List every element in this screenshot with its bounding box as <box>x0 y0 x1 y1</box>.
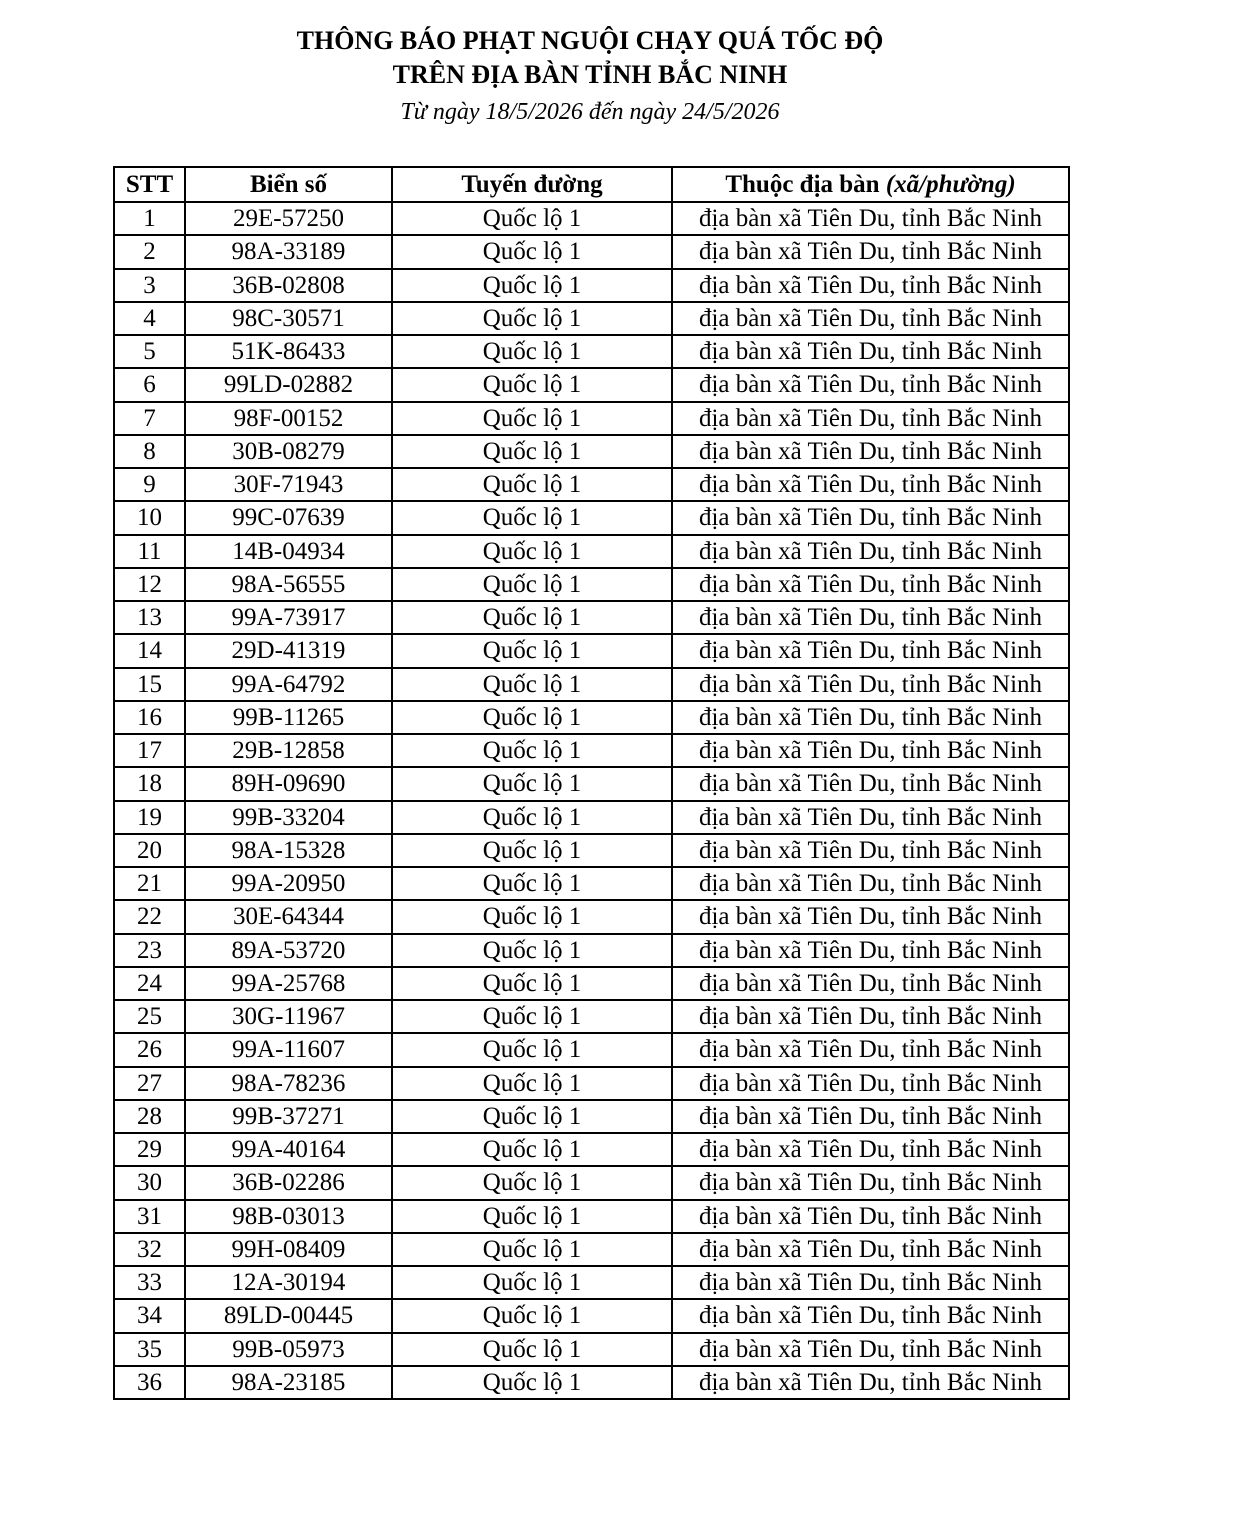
cell-route: Quốc lộ 1 <box>392 568 672 601</box>
cell-stt: 8 <box>114 435 185 468</box>
cell-plate: 98A-15328 <box>185 834 392 867</box>
cell-plate: 12A-30194 <box>185 1266 392 1299</box>
table-row <box>114 734 1069 767</box>
cell-stt: 15 <box>114 668 185 701</box>
cell-route: Quốc lộ 1 <box>392 202 672 235</box>
cell-plate: 99B-05973 <box>185 1333 392 1366</box>
cell-area: địa bàn xã Tiên Du, tỉnh Bắc Ninh <box>672 302 1069 335</box>
cell-stt: 12 <box>114 568 185 601</box>
cell-route: Quốc lộ 1 <box>392 1200 672 1233</box>
cell-stt: 9 <box>114 468 185 501</box>
cell-route: Quốc lộ 1 <box>392 668 672 701</box>
table-row <box>114 1233 1069 1266</box>
cell-area: địa bàn xã Tiên Du, tỉnh Bắc Ninh <box>672 1200 1069 1233</box>
cell-area: địa bàn xã Tiên Du, tỉnh Bắc Ninh <box>672 435 1069 468</box>
cell-stt: 11 <box>114 535 185 568</box>
cell-route: Quốc lộ 1 <box>392 235 672 268</box>
cell-route: Quốc lộ 1 <box>392 734 672 767</box>
table-row <box>114 701 1069 734</box>
cell-plate: 99A-20950 <box>185 867 392 900</box>
table-row <box>114 767 1069 800</box>
cell-plate: 98A-56555 <box>185 568 392 601</box>
table-row <box>114 1200 1069 1233</box>
cell-stt: 2 <box>114 235 185 268</box>
document-header <box>0 24 1180 130</box>
cell-plate: 89H-09690 <box>185 767 392 800</box>
cell-route: Quốc lộ 1 <box>392 1299 672 1332</box>
table-row <box>114 568 1069 601</box>
title-line-1: THÔNG BÁO PHẠT NGUỘI CHẠY QUÁ TỐC ĐỘ <box>296 26 884 55</box>
cell-area: địa bàn xã Tiên Du, tỉnh Bắc Ninh <box>672 601 1069 634</box>
cell-stt: 5 <box>114 335 185 368</box>
cell-area: địa bàn xã Tiên Du, tỉnh Bắc Ninh <box>672 468 1069 501</box>
cell-area: địa bàn xã Tiên Du, tỉnh Bắc Ninh <box>672 734 1069 767</box>
cell-area: địa bàn xã Tiên Du, tỉnh Bắc Ninh <box>672 701 1069 734</box>
table-row <box>114 468 1069 501</box>
cell-plate: 30F-71943 <box>185 468 392 501</box>
table-header-row <box>114 167 1069 202</box>
cell-route: Quốc lộ 1 <box>392 1266 672 1299</box>
table-row <box>114 235 1069 268</box>
cell-plate: 29D-41319 <box>185 634 392 667</box>
cell-route: Quốc lộ 1 <box>392 1100 672 1133</box>
table-row <box>114 934 1069 967</box>
cell-route: Quốc lộ 1 <box>392 1333 672 1366</box>
cell-plate: 51K-86433 <box>185 335 392 368</box>
cell-route: Quốc lộ 1 <box>392 634 672 667</box>
cell-stt: 23 <box>114 934 185 967</box>
table-row <box>114 269 1069 302</box>
cell-plate: 36B-02286 <box>185 1166 392 1199</box>
cell-stt: 7 <box>114 402 185 435</box>
table-row <box>114 1067 1069 1100</box>
cell-area: địa bàn xã Tiên Du, tỉnh Bắc Ninh <box>672 1133 1069 1166</box>
cell-stt: 13 <box>114 601 185 634</box>
table-row <box>114 867 1069 900</box>
cell-stt: 21 <box>114 867 185 900</box>
cell-route: Quốc lộ 1 <box>392 468 672 501</box>
cell-plate: 98F-00152 <box>185 402 392 435</box>
cell-area: địa bàn xã Tiên Du, tỉnh Bắc Ninh <box>672 634 1069 667</box>
cell-area: địa bàn xã Tiên Du, tỉnh Bắc Ninh <box>672 801 1069 834</box>
cell-stt: 34 <box>114 1299 185 1332</box>
cell-stt: 3 <box>114 269 185 302</box>
table-row <box>114 1299 1069 1332</box>
table-row <box>114 435 1069 468</box>
cell-stt: 28 <box>114 1100 185 1133</box>
cell-area: địa bàn xã Tiên Du, tỉnh Bắc Ninh <box>672 867 1069 900</box>
cell-route: Quốc lộ 1 <box>392 1000 672 1033</box>
column-header-route: Tuyến đường <box>392 167 672 202</box>
cell-area: địa bàn xã Tiên Du, tỉnh Bắc Ninh <box>672 1067 1069 1100</box>
cell-route: Quốc lộ 1 <box>392 269 672 302</box>
cell-area: địa bàn xã Tiên Du, tỉnh Bắc Ninh <box>672 501 1069 534</box>
cell-stt: 33 <box>114 1266 185 1299</box>
table-body <box>114 202 1069 1399</box>
cell-route: Quốc lộ 1 <box>392 302 672 335</box>
column-header-plate: Biển số <box>185 167 392 202</box>
cell-plate: 99B-11265 <box>185 701 392 734</box>
column-header-stt: STT <box>114 167 185 202</box>
cell-stt: 10 <box>114 501 185 534</box>
cell-stt: 19 <box>114 801 185 834</box>
cell-route: Quốc lộ 1 <box>392 967 672 1000</box>
table-row <box>114 634 1069 667</box>
cell-area: địa bàn xã Tiên Du, tỉnh Bắc Ninh <box>672 834 1069 867</box>
cell-route: Quốc lộ 1 <box>392 934 672 967</box>
cell-stt: 20 <box>114 834 185 867</box>
cell-area: địa bàn xã Tiên Du, tỉnh Bắc Ninh <box>672 1033 1069 1066</box>
column-header-area-main: Thuộc địa bàn <box>725 171 886 198</box>
cell-plate: 14B-04934 <box>185 535 392 568</box>
table-row <box>114 1033 1069 1066</box>
cell-area: địa bàn xã Tiên Du, tỉnh Bắc Ninh <box>672 269 1069 302</box>
cell-area: địa bàn xã Tiên Du, tỉnh Bắc Ninh <box>672 767 1069 800</box>
cell-area: địa bàn xã Tiên Du, tỉnh Bắc Ninh <box>672 535 1069 568</box>
table-row <box>114 535 1069 568</box>
table-row <box>114 202 1069 235</box>
cell-plate: 29E-57250 <box>185 202 392 235</box>
cell-area: địa bàn xã Tiên Du, tỉnh Bắc Ninh <box>672 967 1069 1000</box>
table-row <box>114 1133 1069 1166</box>
cell-area: địa bàn xã Tiên Du, tỉnh Bắc Ninh <box>672 934 1069 967</box>
cell-plate: 30E-64344 <box>185 900 392 933</box>
cell-area: địa bàn xã Tiên Du, tỉnh Bắc Ninh <box>672 1266 1069 1299</box>
cell-area: địa bàn xã Tiên Du, tỉnh Bắc Ninh <box>672 1366 1069 1399</box>
cell-area: địa bàn xã Tiên Du, tỉnh Bắc Ninh <box>672 368 1069 401</box>
cell-route: Quốc lộ 1 <box>392 1133 672 1166</box>
cell-plate: 98A-23185 <box>185 1366 392 1399</box>
cell-route: Quốc lộ 1 <box>392 435 672 468</box>
cell-area: địa bàn xã Tiên Du, tỉnh Bắc Ninh <box>672 1166 1069 1199</box>
table-row <box>114 368 1069 401</box>
cell-stt: 25 <box>114 1000 185 1033</box>
cell-area: địa bàn xã Tiên Du, tỉnh Bắc Ninh <box>672 202 1069 235</box>
cell-area: địa bàn xã Tiên Du, tỉnh Bắc Ninh <box>672 1233 1069 1266</box>
cell-plate: 30G-11967 <box>185 1000 392 1033</box>
table-row <box>114 1166 1069 1199</box>
cell-stt: 32 <box>114 1233 185 1266</box>
cell-stt: 26 <box>114 1033 185 1066</box>
cell-stt: 27 <box>114 1067 185 1100</box>
cell-plate: 99LD-02882 <box>185 368 392 401</box>
table-row <box>114 601 1069 634</box>
cell-plate: 89LD-00445 <box>185 1299 392 1332</box>
table-row <box>114 501 1069 534</box>
cell-stt: 1 <box>114 202 185 235</box>
cell-plate: 89A-53720 <box>185 934 392 967</box>
cell-plate: 99H-08409 <box>185 1233 392 1266</box>
cell-route: Quốc lộ 1 <box>392 900 672 933</box>
cell-plate: 30B-08279 <box>185 435 392 468</box>
cell-stt: 24 <box>114 967 185 1000</box>
cell-plate: 99A-25768 <box>185 967 392 1000</box>
cell-plate: 98A-33189 <box>185 235 392 268</box>
cell-route: Quốc lộ 1 <box>392 368 672 401</box>
cell-stt: 30 <box>114 1166 185 1199</box>
cell-route: Quốc lộ 1 <box>392 701 672 734</box>
date-range-subtitle: Từ ngày 18/5/2026 đến ngày 24/5/2026 <box>400 99 780 125</box>
column-header-area <box>672 167 1069 202</box>
cell-stt: 22 <box>114 900 185 933</box>
cell-plate: 99B-33204 <box>185 801 392 834</box>
cell-route: Quốc lộ 1 <box>392 335 672 368</box>
cell-route: Quốc lộ 1 <box>392 867 672 900</box>
cell-area: địa bàn xã Tiên Du, tỉnh Bắc Ninh <box>672 1333 1069 1366</box>
table-row <box>114 1266 1069 1299</box>
cell-stt: 18 <box>114 767 185 800</box>
cell-route: Quốc lộ 1 <box>392 767 672 800</box>
table-row <box>114 1100 1069 1133</box>
cell-route: Quốc lộ 1 <box>392 1033 672 1066</box>
cell-plate: 36B-02808 <box>185 269 392 302</box>
cell-stt: 36 <box>114 1366 185 1399</box>
table-row <box>114 967 1069 1000</box>
cell-stt: 14 <box>114 634 185 667</box>
cell-area: địa bàn xã Tiên Du, tỉnh Bắc Ninh <box>672 1100 1069 1133</box>
table-row <box>114 302 1069 335</box>
cell-plate: 99A-64792 <box>185 668 392 701</box>
table-row <box>114 1000 1069 1033</box>
cell-plate: 99B-37271 <box>185 1100 392 1133</box>
table-row <box>114 1333 1069 1366</box>
cell-route: Quốc lộ 1 <box>392 601 672 634</box>
table-row <box>114 900 1069 933</box>
cell-route: Quốc lộ 1 <box>392 1067 672 1100</box>
cell-plate: 29B-12858 <box>185 734 392 767</box>
cell-route: Quốc lộ 1 <box>392 1366 672 1399</box>
cell-stt: 35 <box>114 1333 185 1366</box>
table-row <box>114 801 1069 834</box>
cell-area: địa bàn xã Tiên Du, tỉnh Bắc Ninh <box>672 335 1069 368</box>
column-header-area-italic: (xã/phường) <box>885 171 1016 198</box>
cell-route: Quốc lộ 1 <box>392 501 672 534</box>
cell-plate: 98A-78236 <box>185 1067 392 1100</box>
table-row <box>114 335 1069 368</box>
cell-area: địa bàn xã Tiên Du, tỉnh Bắc Ninh <box>672 1000 1069 1033</box>
cell-plate: 98C-30571 <box>185 302 392 335</box>
cell-route: Quốc lộ 1 <box>392 801 672 834</box>
cell-stt: 29 <box>114 1133 185 1166</box>
table-row <box>114 668 1069 701</box>
cell-plate: 98B-03013 <box>185 1200 392 1233</box>
title-line-2: TRÊN ĐỊA BÀN TỈNH BẮC NINH <box>392 60 788 89</box>
cell-stt: 31 <box>114 1200 185 1233</box>
cell-area: địa bàn xã Tiên Du, tỉnh Bắc Ninh <box>672 1299 1069 1332</box>
cell-plate: 99A-40164 <box>185 1133 392 1166</box>
table-row <box>114 834 1069 867</box>
cell-route: Quốc lộ 1 <box>392 1166 672 1199</box>
violations-table <box>113 166 1070 1400</box>
cell-route: Quốc lộ 1 <box>392 1233 672 1266</box>
cell-area: địa bàn xã Tiên Du, tỉnh Bắc Ninh <box>672 900 1069 933</box>
cell-area: địa bàn xã Tiên Du, tỉnh Bắc Ninh <box>672 235 1069 268</box>
cell-stt: 16 <box>114 701 185 734</box>
cell-plate: 99A-73917 <box>185 601 392 634</box>
cell-route: Quốc lộ 1 <box>392 402 672 435</box>
cell-area: địa bàn xã Tiên Du, tỉnh Bắc Ninh <box>672 402 1069 435</box>
cell-route: Quốc lộ 1 <box>392 834 672 867</box>
cell-stt: 6 <box>114 368 185 401</box>
cell-plate: 99A-11607 <box>185 1033 392 1066</box>
cell-area: địa bàn xã Tiên Du, tỉnh Bắc Ninh <box>672 668 1069 701</box>
table-row <box>114 402 1069 435</box>
cell-plate: 99C-07639 <box>185 501 392 534</box>
table-row <box>114 1366 1069 1399</box>
cell-area: địa bàn xã Tiên Du, tỉnh Bắc Ninh <box>672 568 1069 601</box>
cell-stt: 4 <box>114 302 185 335</box>
cell-route: Quốc lộ 1 <box>392 535 672 568</box>
cell-stt: 17 <box>114 734 185 767</box>
